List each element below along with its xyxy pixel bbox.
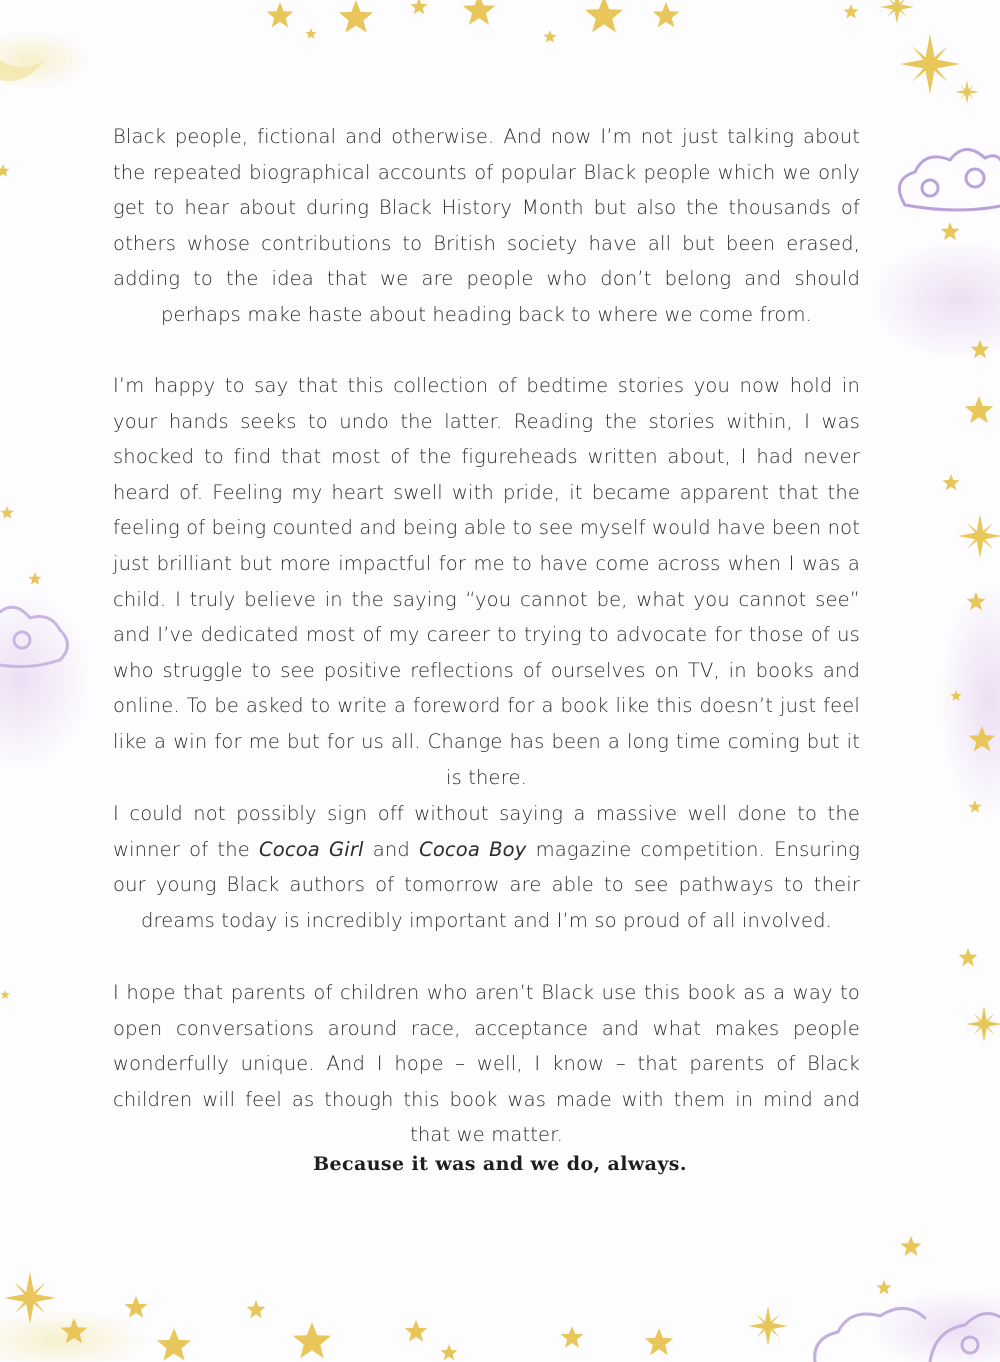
- star-icon: [958, 514, 1000, 558]
- star-icon: [293, 1322, 331, 1358]
- star-icon: [440, 1344, 457, 1360]
- star-icon: [901, 1236, 922, 1256]
- magazine-title-cocoa-girl: Cocoa Girl: [259, 837, 364, 861]
- star-icon: [267, 2, 294, 27]
- paragraph-1: [113, 119, 860, 333]
- star-icon: [880, 0, 914, 24]
- star-icon: [410, 0, 427, 14]
- star-icon: [955, 80, 979, 104]
- star-icon: [125, 1296, 148, 1318]
- star-icon: [966, 1006, 1000, 1042]
- star-icon: [305, 28, 316, 39]
- star-icon: [339, 0, 373, 33]
- paragraph-3-text: [113, 796, 860, 938]
- paragraph-4: [113, 975, 860, 1153]
- star-icon: [0, 164, 10, 177]
- star-icon: [0, 506, 13, 519]
- star-icon: [543, 30, 556, 43]
- star-icon: [965, 396, 994, 423]
- star-icon: [843, 4, 858, 18]
- star-icon: [0, 990, 10, 999]
- paragraph-4-text: I hope that parents of children who aren’t Black use this book as a way to open conversations around race, acceptance and what makes people wonderfully unique. And I hope – well, I know – that parents of Black children will feel as though this book was made with them in mind and that we matter.: [113, 981, 860, 1147]
- paragraph-2: [113, 368, 860, 795]
- magazine-title-cocoa-boy: Cocoa Boy: [419, 837, 527, 861]
- star-icon: [900, 34, 960, 94]
- wash-right-mid: [940, 580, 1000, 820]
- star-icon: [28, 572, 41, 585]
- star-icon: [653, 2, 680, 27]
- closing-line: Because it was and we do, always.: [313, 1153, 687, 1175]
- star-icon: [157, 1328, 191, 1361]
- star-icon: [748, 1306, 788, 1346]
- star-icon: [941, 222, 960, 240]
- star-icon: [405, 1320, 428, 1342]
- star-icon: [463, 0, 495, 25]
- wash-bottom-right: [870, 1290, 1000, 1362]
- star-icon: [942, 474, 959, 490]
- paragraph-1-text: Black people, fictional and otherwise. And now I’m not just talking about the repeated biographical accounts of popular Black people which we only get to hear about during Black History Month but also the thousands of others whose contributions to British society have all but been erased, adding to the idea that we are people who don’t belong and should perhaps make haste about heading back to where we come from.: [113, 125, 860, 326]
- cloud-icon: [899, 149, 1000, 210]
- star-icon: [247, 1300, 266, 1318]
- paragraph-3-part1: I could not possibly sign off without saying a massive well done to the winner of the: [113, 802, 860, 861]
- star-icon: [645, 1328, 674, 1355]
- paragraph-3-part3: magazine competition. Ensuring our young Black authors of tomorrow are able to see pathways to their dreams today is incredibly important and I’m so proud of all involved.: [113, 837, 861, 932]
- paragraph-3: [113, 796, 860, 938]
- star-icon: [959, 948, 978, 966]
- paragraph-3-part2: and: [363, 837, 420, 861]
- star-icon: [561, 1326, 584, 1348]
- paragraph-2-text: I’m happy to say that this collection of bedtime stories you now hold in your hands seeks to undo the latter. Reading the stories within, I was shocked to find that most of the figureheads written about, I had never heard of. Feeling my heart swell with pride, it became apparent that the feeling of being counted and being able to see myself would have been not just brilliant but more impactful for me to have come across when I was a child. I truly believe in the saying “you cannot be, what you cannot see” and I’ve dedicated most of my career to trying to advocate for those of us who struggle to see positive reflections of ourselves on TV, in books and online. To be asked to write a foreword for a book like this doesn’t just feel like a win for me but for us all. Change has been a long time coming but it is there.: [113, 374, 860, 789]
- star-icon: [876, 1280, 891, 1294]
- star-icon: [585, 0, 623, 32]
